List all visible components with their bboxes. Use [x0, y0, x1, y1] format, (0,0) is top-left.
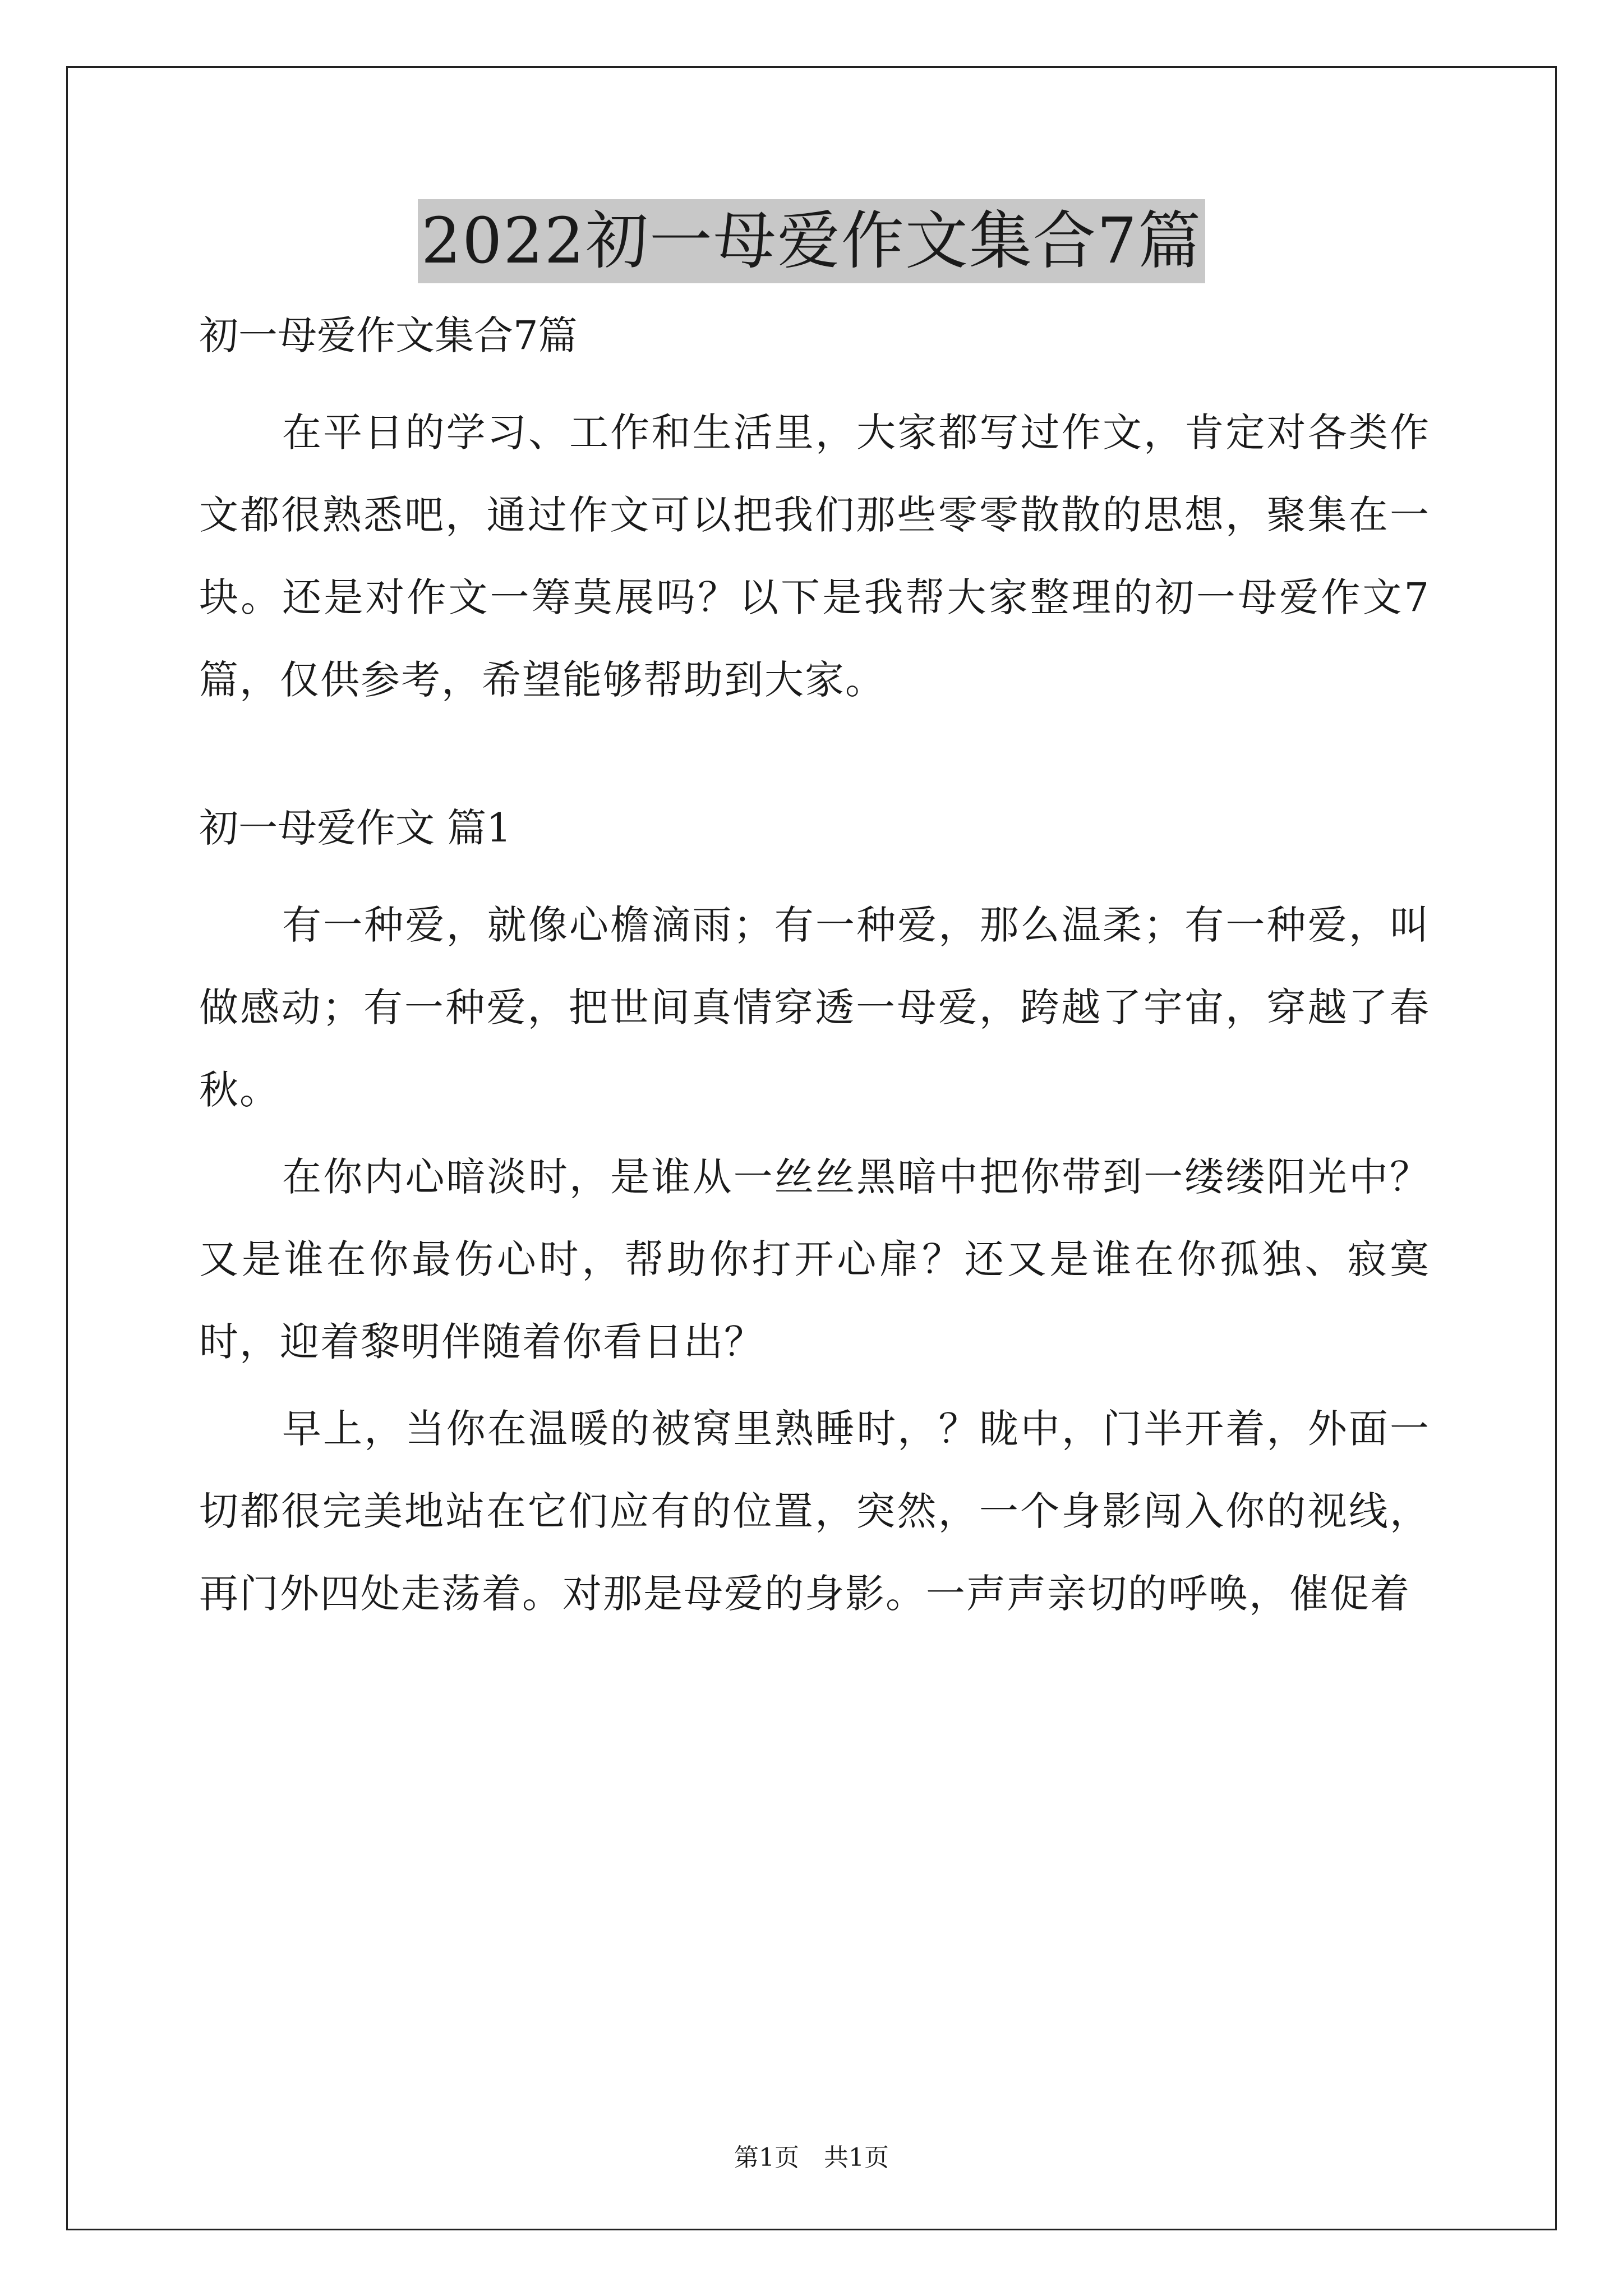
body-paragraph-3: 早上，当你在温暖的被窝里熟睡时，？眬中，门半开着，外面一切都很完美地站在它们应有的位置，突然，一个身影闯入你的视线，再门外四处走荡着。对那是母爱的身影。一声声亲切的呼唤，催促着 [199, 1406, 1430, 1617]
spacer [199, 364, 1430, 392]
intro-paragraph: 在平日的学习、工作和生活里，大家都写过作文，肯定对各类作文都很熟悉吧，通过作文可以把我们那些零零散散的思想，聚集在一块。还是对作文一筹莫展吗？以下是我帮大家整理的初一母爱作文7篇，仅供参考，希望能够帮助到大家。 [199, 409, 1430, 703]
body-paragraph-2: 在你内心暗淡时，是谁从一丝丝黑暗中把你带到一缕缕阳光中？又是谁在你最伤心时，帮助你打开心扉？还又是谁在你孤独、寂寞时，迎着黎明伴随着你看日出？ [199, 1154, 1430, 1365]
spacer [199, 1383, 1430, 1388]
section-heading: 初一母爱作文 篇1 [199, 805, 511, 851]
document-body [199, 307, 1430, 1635]
spacer [199, 721, 1430, 800]
page-footer: 第1页 共1页 [734, 2143, 889, 2172]
document-title: 2022初一母爱作文集合7篇 [418, 199, 1205, 283]
title-wrap [0, 199, 1623, 283]
spacer [199, 1131, 1430, 1136]
document-subtitle: 初一母爱作文集合7篇 [199, 312, 578, 358]
body-paragraph-1: 有一种爱，就像心檐滴雨；有一种爱，那么温柔；有一种爱，叫做感动；有一种爱，把世间真情穿透一母爱，跨越了宇宙，穿越了春秋。 [199, 902, 1430, 1113]
spacer [199, 856, 1430, 884]
